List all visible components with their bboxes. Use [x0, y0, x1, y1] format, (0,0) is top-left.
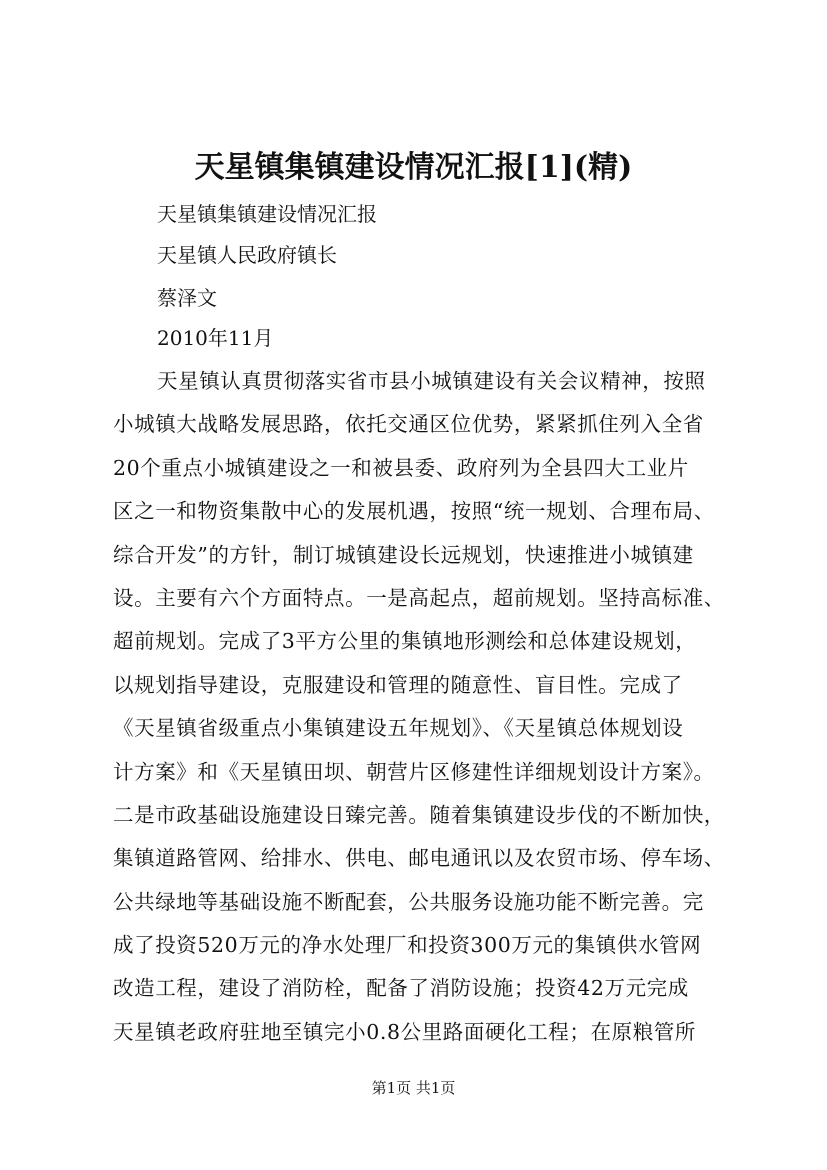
body-line: 小城镇大战略发展思路，依托交通区位优势，紧紧抓住列入全省	[113, 412, 704, 437]
body-line: 天星镇认真贯彻落实省市县小城镇建设有关会议精神，按照	[157, 369, 706, 393]
body-line: 区之一和物资集散中心的发展机遇，按照“统一规划、合理布局、	[113, 499, 715, 524]
document-title: 天星镇集镇建设情况汇报[1](精)	[194, 150, 633, 185]
page-footer: 第1页 共1页	[371, 1079, 456, 1097]
body-line: 公共绿地等基础设施不断配套，公共服务设施功能不断完善。完	[113, 889, 704, 914]
document-heading: 天星镇集镇建设情况汇报	[157, 202, 377, 226]
body-line: 20个重点小城镇建设之一和被县委、政府列为全县四大工业片	[113, 455, 689, 480]
body-line: 天星镇老政府驻地至镇完小0.8公里路面硬化工程；在原粮管所	[113, 1019, 696, 1044]
body-line: 改造工程，建设了消防栓，配备了消防设施；投资42万元完成	[113, 976, 689, 1001]
body-line: 《天星镇省级重点小集镇建设五年规划》、《天星镇总体规划设	[113, 716, 684, 741]
body-line: 集镇道路管网、给排水、供电、邮电通讯以及农贸市场、停车场、	[113, 846, 725, 871]
document-body	[113, 366, 723, 1060]
document-date: 2010年11月	[157, 326, 274, 350]
author-name: 蔡泽文	[157, 286, 217, 310]
body-line: 超前规划。完成了3平方公里的集镇地形测绘和总体建设规划，	[113, 629, 697, 654]
body-line: 计方案》和《天星镇田坝、朝营片区修建性详细规划设计方案》。	[113, 759, 715, 784]
author-organization: 天星镇人民政府镇长	[157, 243, 337, 267]
body-line: 设。主要有六个方面特点。一是高起点，超前规划。坚持高标准、	[113, 585, 725, 610]
body-line: 以规划指导建设，克服建设和管理的随意性、盲目性。完成了	[113, 672, 683, 697]
body-line: 成了投资520万元的净水处理厂和投资300万元的集镇供水管网	[113, 933, 702, 958]
body-line: 二是市政基础设施建设日臻完善。随着集镇建设步伐的不断加快，	[113, 802, 725, 827]
body-line: 综合开发”的方针，制订城镇建设长远规划，快速推进小城镇建	[113, 542, 694, 567]
